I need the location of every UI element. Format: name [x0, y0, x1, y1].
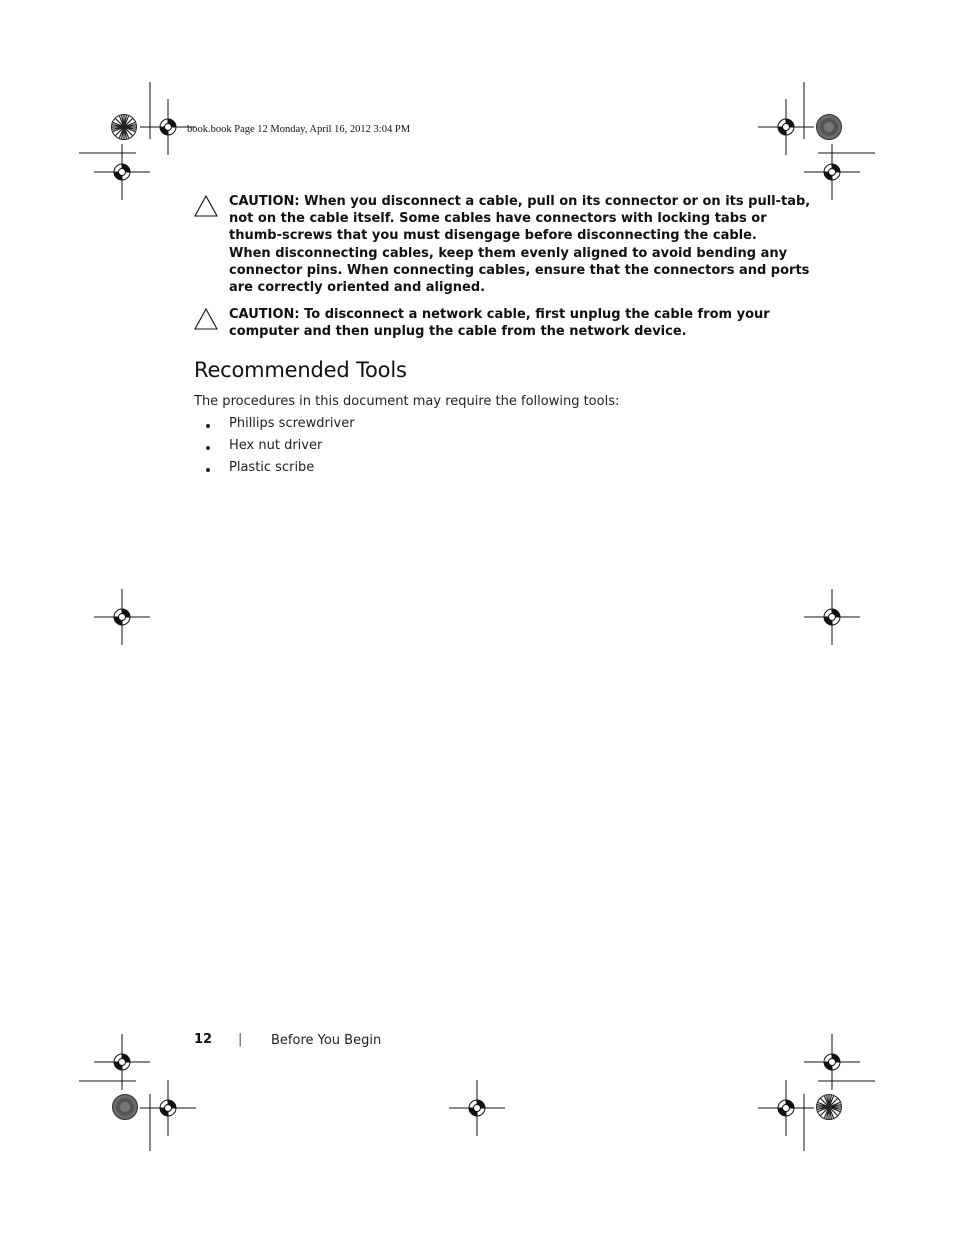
bullet-icon	[206, 468, 210, 472]
list-item-text: Phillips screwdriver	[229, 416, 355, 431]
caution-text	[229, 306, 774, 340]
caution-line: CAUTION: To disconnect a network cable, first unplug the cable from your	[229, 307, 770, 322]
bullet-icon	[206, 446, 210, 450]
bullet-icon	[206, 424, 210, 428]
caution-line: connector pins. When connecting cables, ensure that the connectors and ports	[229, 262, 810, 278]
caution-line: CAUTION: When you disconnect a cable, pull on its connector or on its pull-tab,	[229, 194, 811, 209]
caution-line: thumb-screws that you must disengage before disconnecting the cable.	[229, 228, 757, 244]
list-item-text: Plastic scribe	[229, 460, 315, 475]
section-heading: Recommended Tools	[194, 358, 407, 382]
caution-triangle-icon	[194, 308, 218, 330]
caution-line: When disconnecting cables, keep them evenly aligned to avoid bending any	[229, 245, 788, 261]
section-intro: The procedures in this document may require the following tools:	[194, 394, 620, 409]
caution-line: computer and then unplug the cable from the network device.	[229, 324, 687, 340]
page-number: 12	[194, 1032, 213, 1047]
footer-chapter-title: Before You Begin	[271, 1033, 382, 1048]
caution-block-cable	[194, 193, 811, 296]
caution-triangle-icon	[194, 195, 218, 217]
print-slug-line: book.book Page 12 Monday, April 16, 2012 3:04 PM	[187, 124, 411, 135]
caution-block-network	[194, 306, 774, 340]
caution-text	[229, 193, 811, 296]
caution-line: are correctly oriented and aligned.	[229, 280, 486, 296]
caution-line: not on the cable itself. Some cables have connectors with locking tabs or	[229, 211, 767, 227]
footer-separator: |	[238, 1032, 243, 1047]
list-item-text: Hex nut driver	[229, 438, 323, 453]
